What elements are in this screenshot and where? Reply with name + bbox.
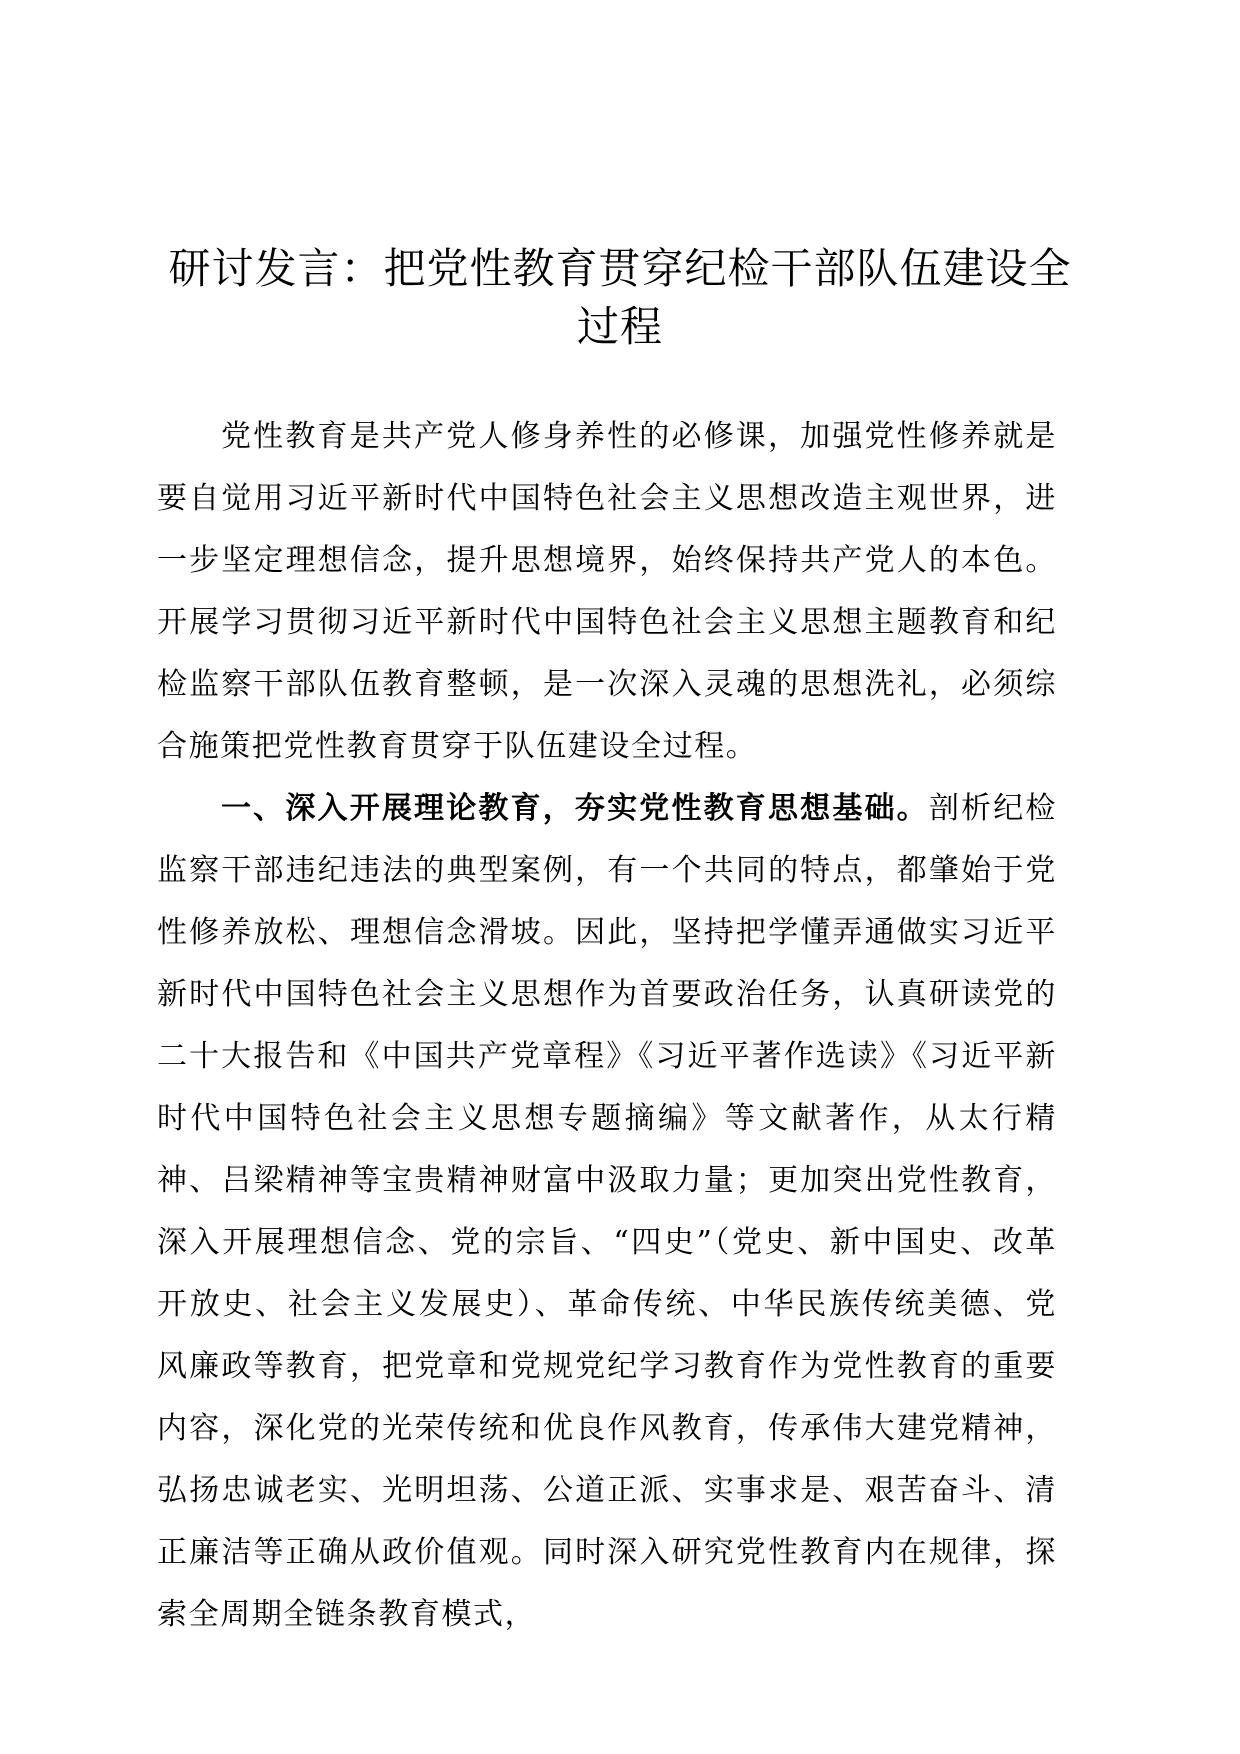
- section-one-heading: 一、深入开展理论教育，夯实党性教育思想基础。: [221, 791, 929, 826]
- intro-paragraph: 党性教育是共产党人修身养性的必修课，加强党性修养就是要自觉用习近平新时代中国特色社会主义思想改造主观世界，进一步坚定理想信念，提升思想境界，始终保持共产党人的本色。开展学习贯彻习近平新时代中国特色社会主义思想主题教育和纪检监察干部队伍教育整顿，是一次深入灵魂的思想洗礼，必须综合施策把党性教育贯穿于队伍建设全过程。: [157, 419, 1057, 764]
- section-one-paragraph: [157, 778, 1057, 1646]
- document-title: 研讨发言：把党性教育贯穿纪检干部队伍建设全过程: [168, 244, 1072, 351]
- document-body: [157, 406, 1057, 1646]
- section-one-text: 剖析纪检监察干部违纪违法的典型案例，有一个共同的特点，都肇始于党性修养放松、理想信念滑坡。因此，坚持把学懂弄通做实习近平新时代中国特色社会主义思想作为首要政治任务，认真研读党的二十大报告和《中国共产党章程》《习近平著作选读》《习近平新时代中国特色社会主义思想专题摘编》等文献著作，从太行精神、吕梁精神等宝贵精神财富中汲取力量；更加突出党性教育，深入开展理想信念、党的宗旨、“四史”（党史、新中国史、改革开放史、社会主义发展史）、革命传统、中华民族传统美德、党风廉政等教育，把党章和党规党纪学习教育作为党性教育的重要内容，深化党的光荣传统和优良作风教育，传承伟大建党精神，弘扬忠诚老实、光明坦荡、公道正派、实事求是、艰苦奋斗、清正廉洁等正确从政价值观。同时深入研究党性教育内在规律，探索全周期全链条教育模式，: [157, 791, 1058, 1632]
